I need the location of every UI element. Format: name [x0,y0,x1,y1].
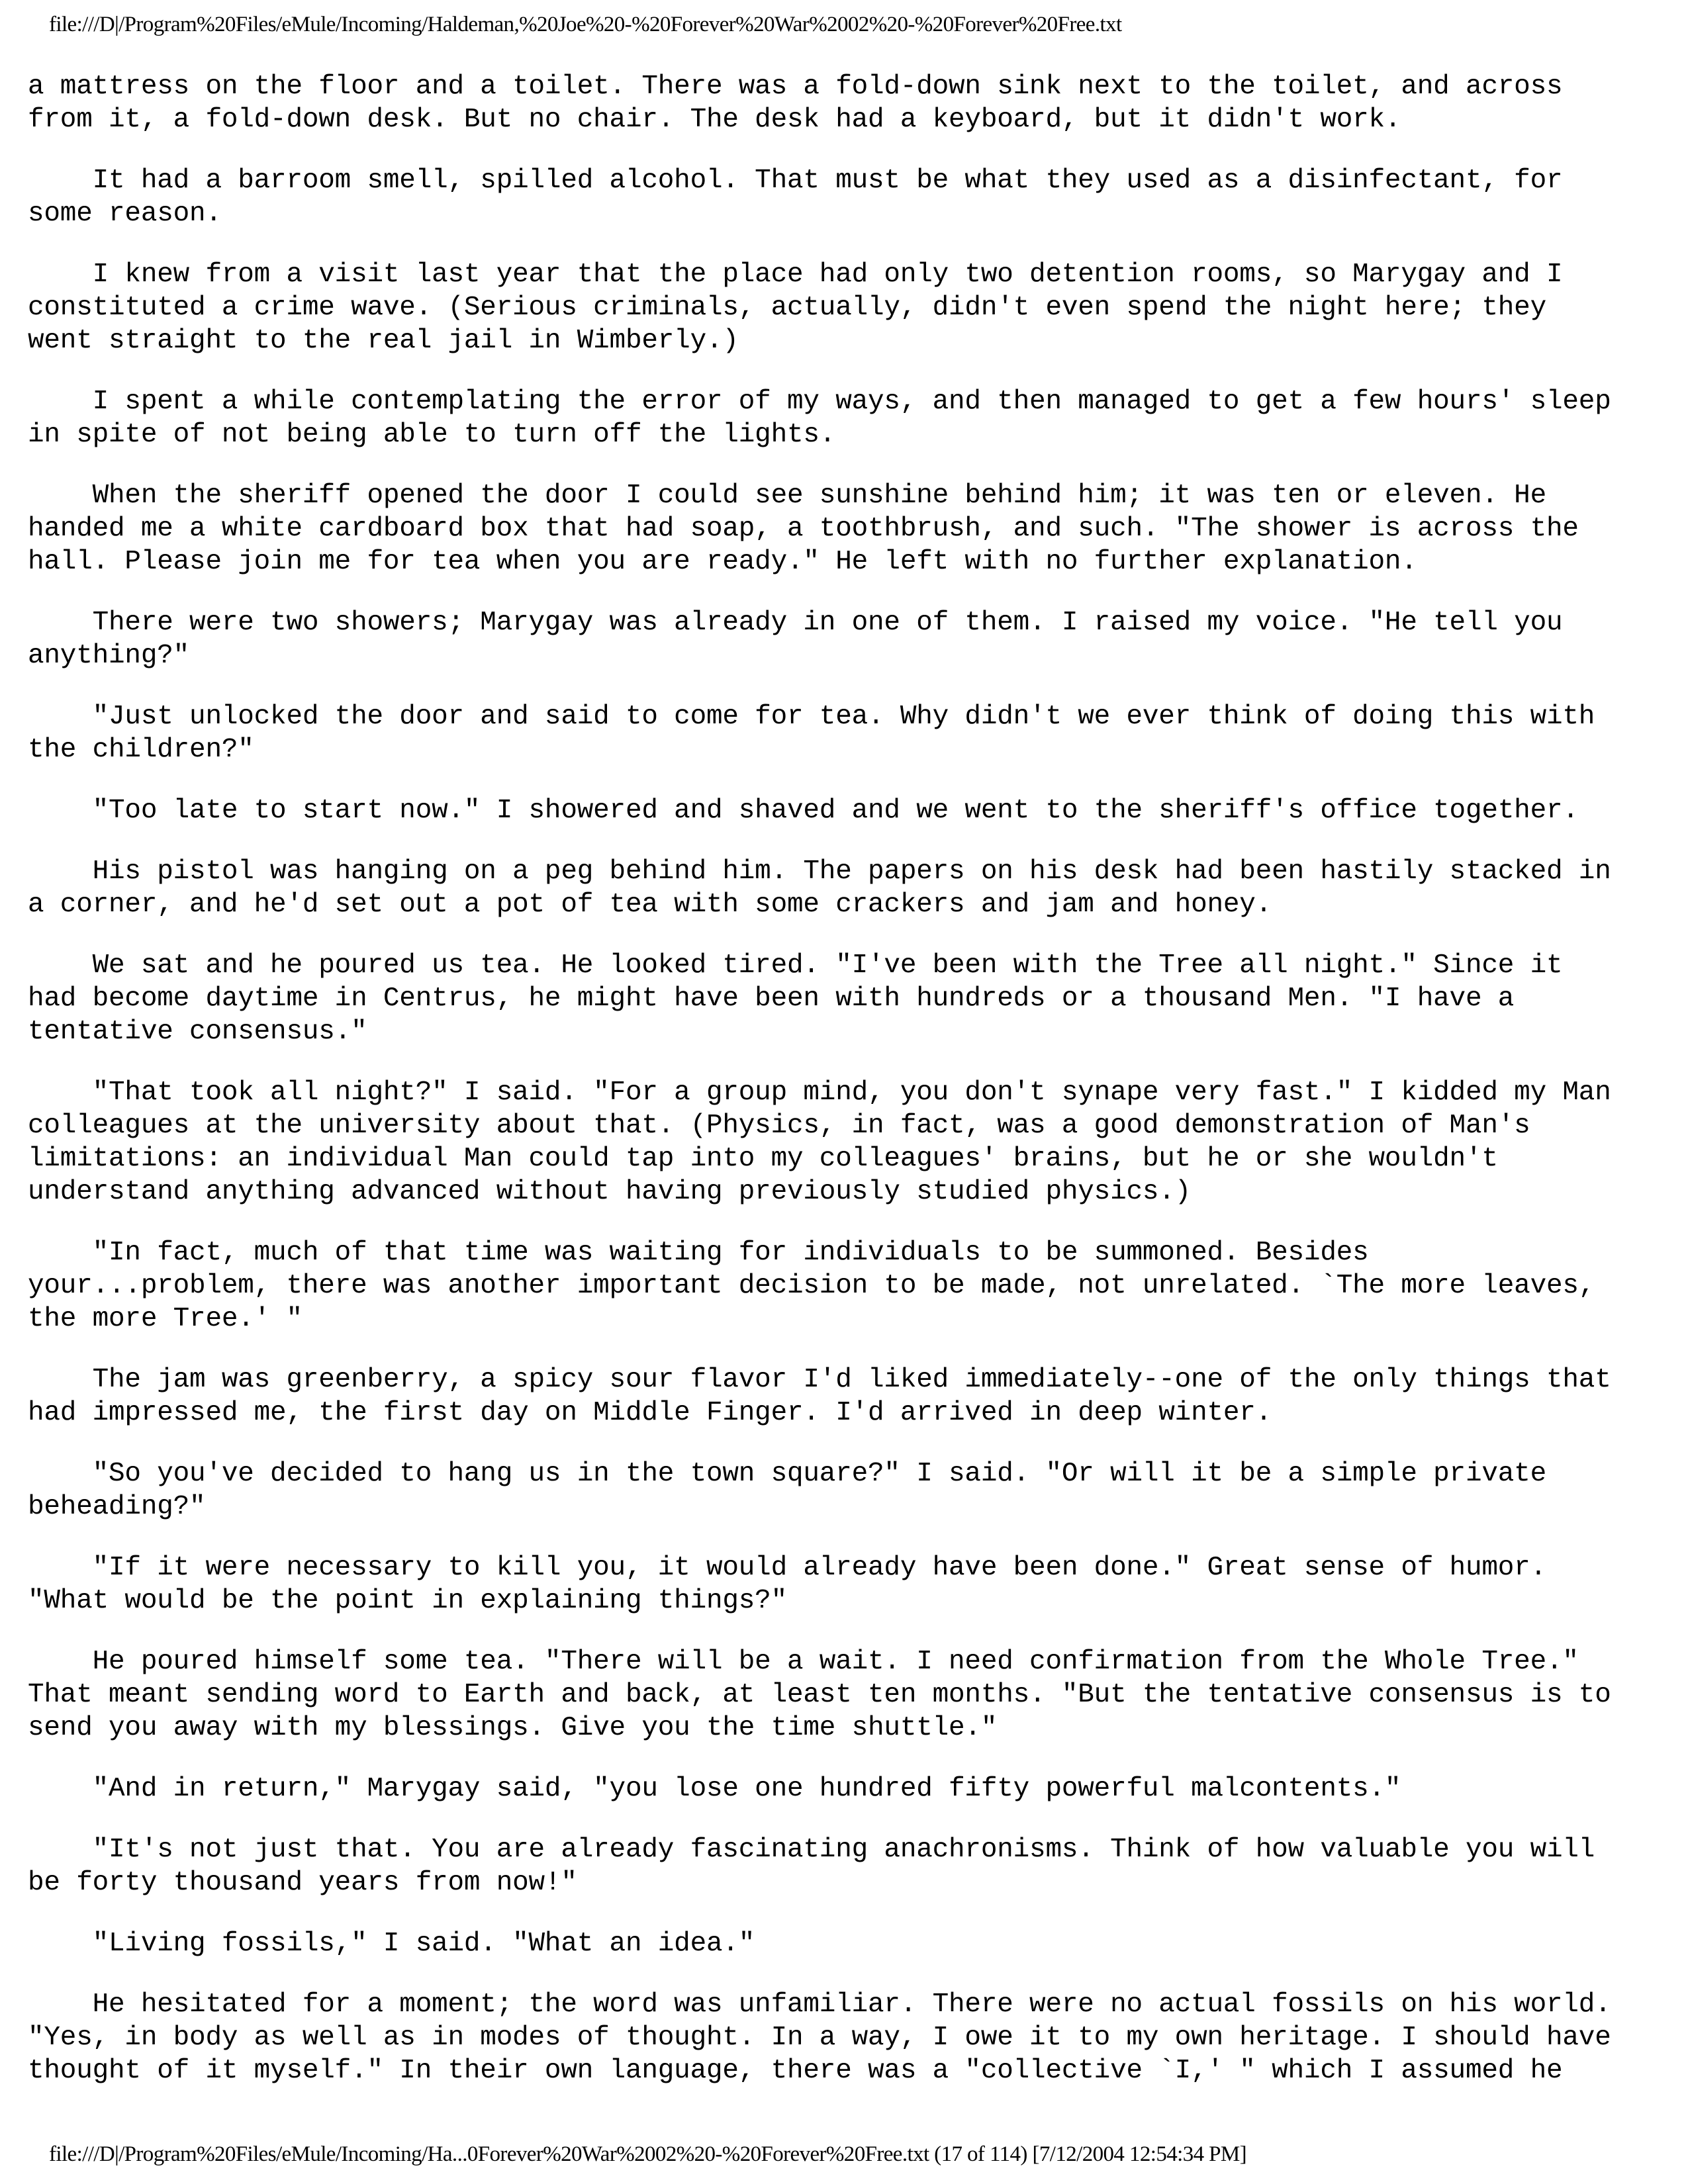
paragraph: "And in return," Marygay said, "you lose one hundred fifty powerful malcontents." [28,1774,1401,1804]
paragraph: "So you've decided to hang us in the town square?" I said. "Or will it be a simple private beheading?" [28,1459,1546,1522]
paragraph: He hesitated for a moment; the word was unfamiliar. There were no actual fossils on his world. "Yes, in body as well as in modes of thought. In a way, I owe it to my own heritage. I should have thought of it myself." In their own language, there was a "collective `I,' " which I assumed he [28,1989,1611,2086]
paragraph: I knew from a visit last year that the place had only two detention rooms, so Marygay and I constituted a crime wave. (Serious criminals, actually, didn't even spend the night here; they went straight to the real jail in Wimberly.) [28,259,1563,356]
paragraph: His pistol was hanging on a peg behind him. The papers on his desk had been hastily stacked in a corner, and he'd set out a pot of tea with some crackers and jam and honey. [28,856,1611,920]
paragraph: When the sheriff opened the door I could see sunshine behind him; it was ten or eleven. He handed me a white cardboard box that had soap, a toothbrush, and such. "The shower is across the hall. Please join me for tea when you are ready." He left with no further explanation. [28,480,1579,577]
paragraph: I spent a while contemplating the error of my ways, and then managed to get a few hours' sleep in spite of not being able to turn off the lights. [28,387,1611,450]
paragraph: The jam was greenberry, a spicy sour flavor I'd liked immediately--one of the only things that had impressed me, the first day on Middle Finger. I'd arrived in deep winter. [28,1365,1611,1428]
paragraph: "Living fossils," I said. "What an idea." [28,1929,755,1959]
paragraph: He poured himself some tea. "There will be a wait. I need confirmation from the Whole Tree." That meant sending word to Earth and back, at least ten months. "But the tentative consensus is to send you away with my blessings. Give you the time shuttle." [28,1647,1611,1743]
paragraph: It had a barroom smell, spilled alcohol. That must be what they used as a disinfectant, for some reason. [28,165,1563,229]
paragraph: a mattress on the floor and a toilet. There was a fold-down sink next to the toilet, and across from it, a fold-down desk. But no chair. The desk had a keyboard, but it didn't work. [28,71,1563,135]
paragraph: "In fact, much of that time was waiting for individuals to be summoned. Besides your...problem, there was another important decision to be made, not unrelated. `The more leaves, the more Tree.' " [28,1238,1595,1334]
paragraph: "Too late to start now." I showered and shaved and we went to the sheriff's office together. [28,796,1579,826]
paragraph: "Just unlocked the door and said to come for tea. Why didn't we ever think of doing this with the children?" [28,702,1595,765]
document-body [28,70,1669,2115]
paragraph: There were two showers; Marygay was already in one of them. I raised my voice. "He tell you anything?" [28,608,1563,671]
paragraph: "That took all night?" I said. "For a group mind, you don't synape very fast." I kidded my Man colleagues at the university about that. (Physics, in fact, was a good demonstration of Man's limitations: an individual Man could tap into my colleagues' brains, but he or she wouldn't understand anything advanced without having previously studied physics.) [28,1077,1611,1207]
page-header-url: file:///D|/Program%20Files/eMule/Incoming/Haldeman,%20Joe%20-%20Forever%20War%2002%20-%20Forever%20Free.txt [49,13,1122,36]
paragraph: "If it were necessary to kill you, it would already have been done." Great sense of humor. "What would be the point in explaining things?" [28,1553,1546,1616]
paragraph: We sat and he poured us tea. He looked tired. "I've been with the Tree all night." Since it had become daytime in Centrus, he might have been with hundreds or a thousand Men. "I have a tentative consensus." [28,950,1563,1047]
paragraph: "It's not just that. You are already fascinating anachronisms. Think of how valuable you will be forty thousand years from now!" [28,1835,1595,1898]
page-footer: file:///D|/Program%20Files/eMule/Incoming/Ha...0Forever%20War%2002%20-%20Forever%20Free.txt (17 of 114) [7/12/2004 12:54:34 PM] [49,2142,1247,2166]
